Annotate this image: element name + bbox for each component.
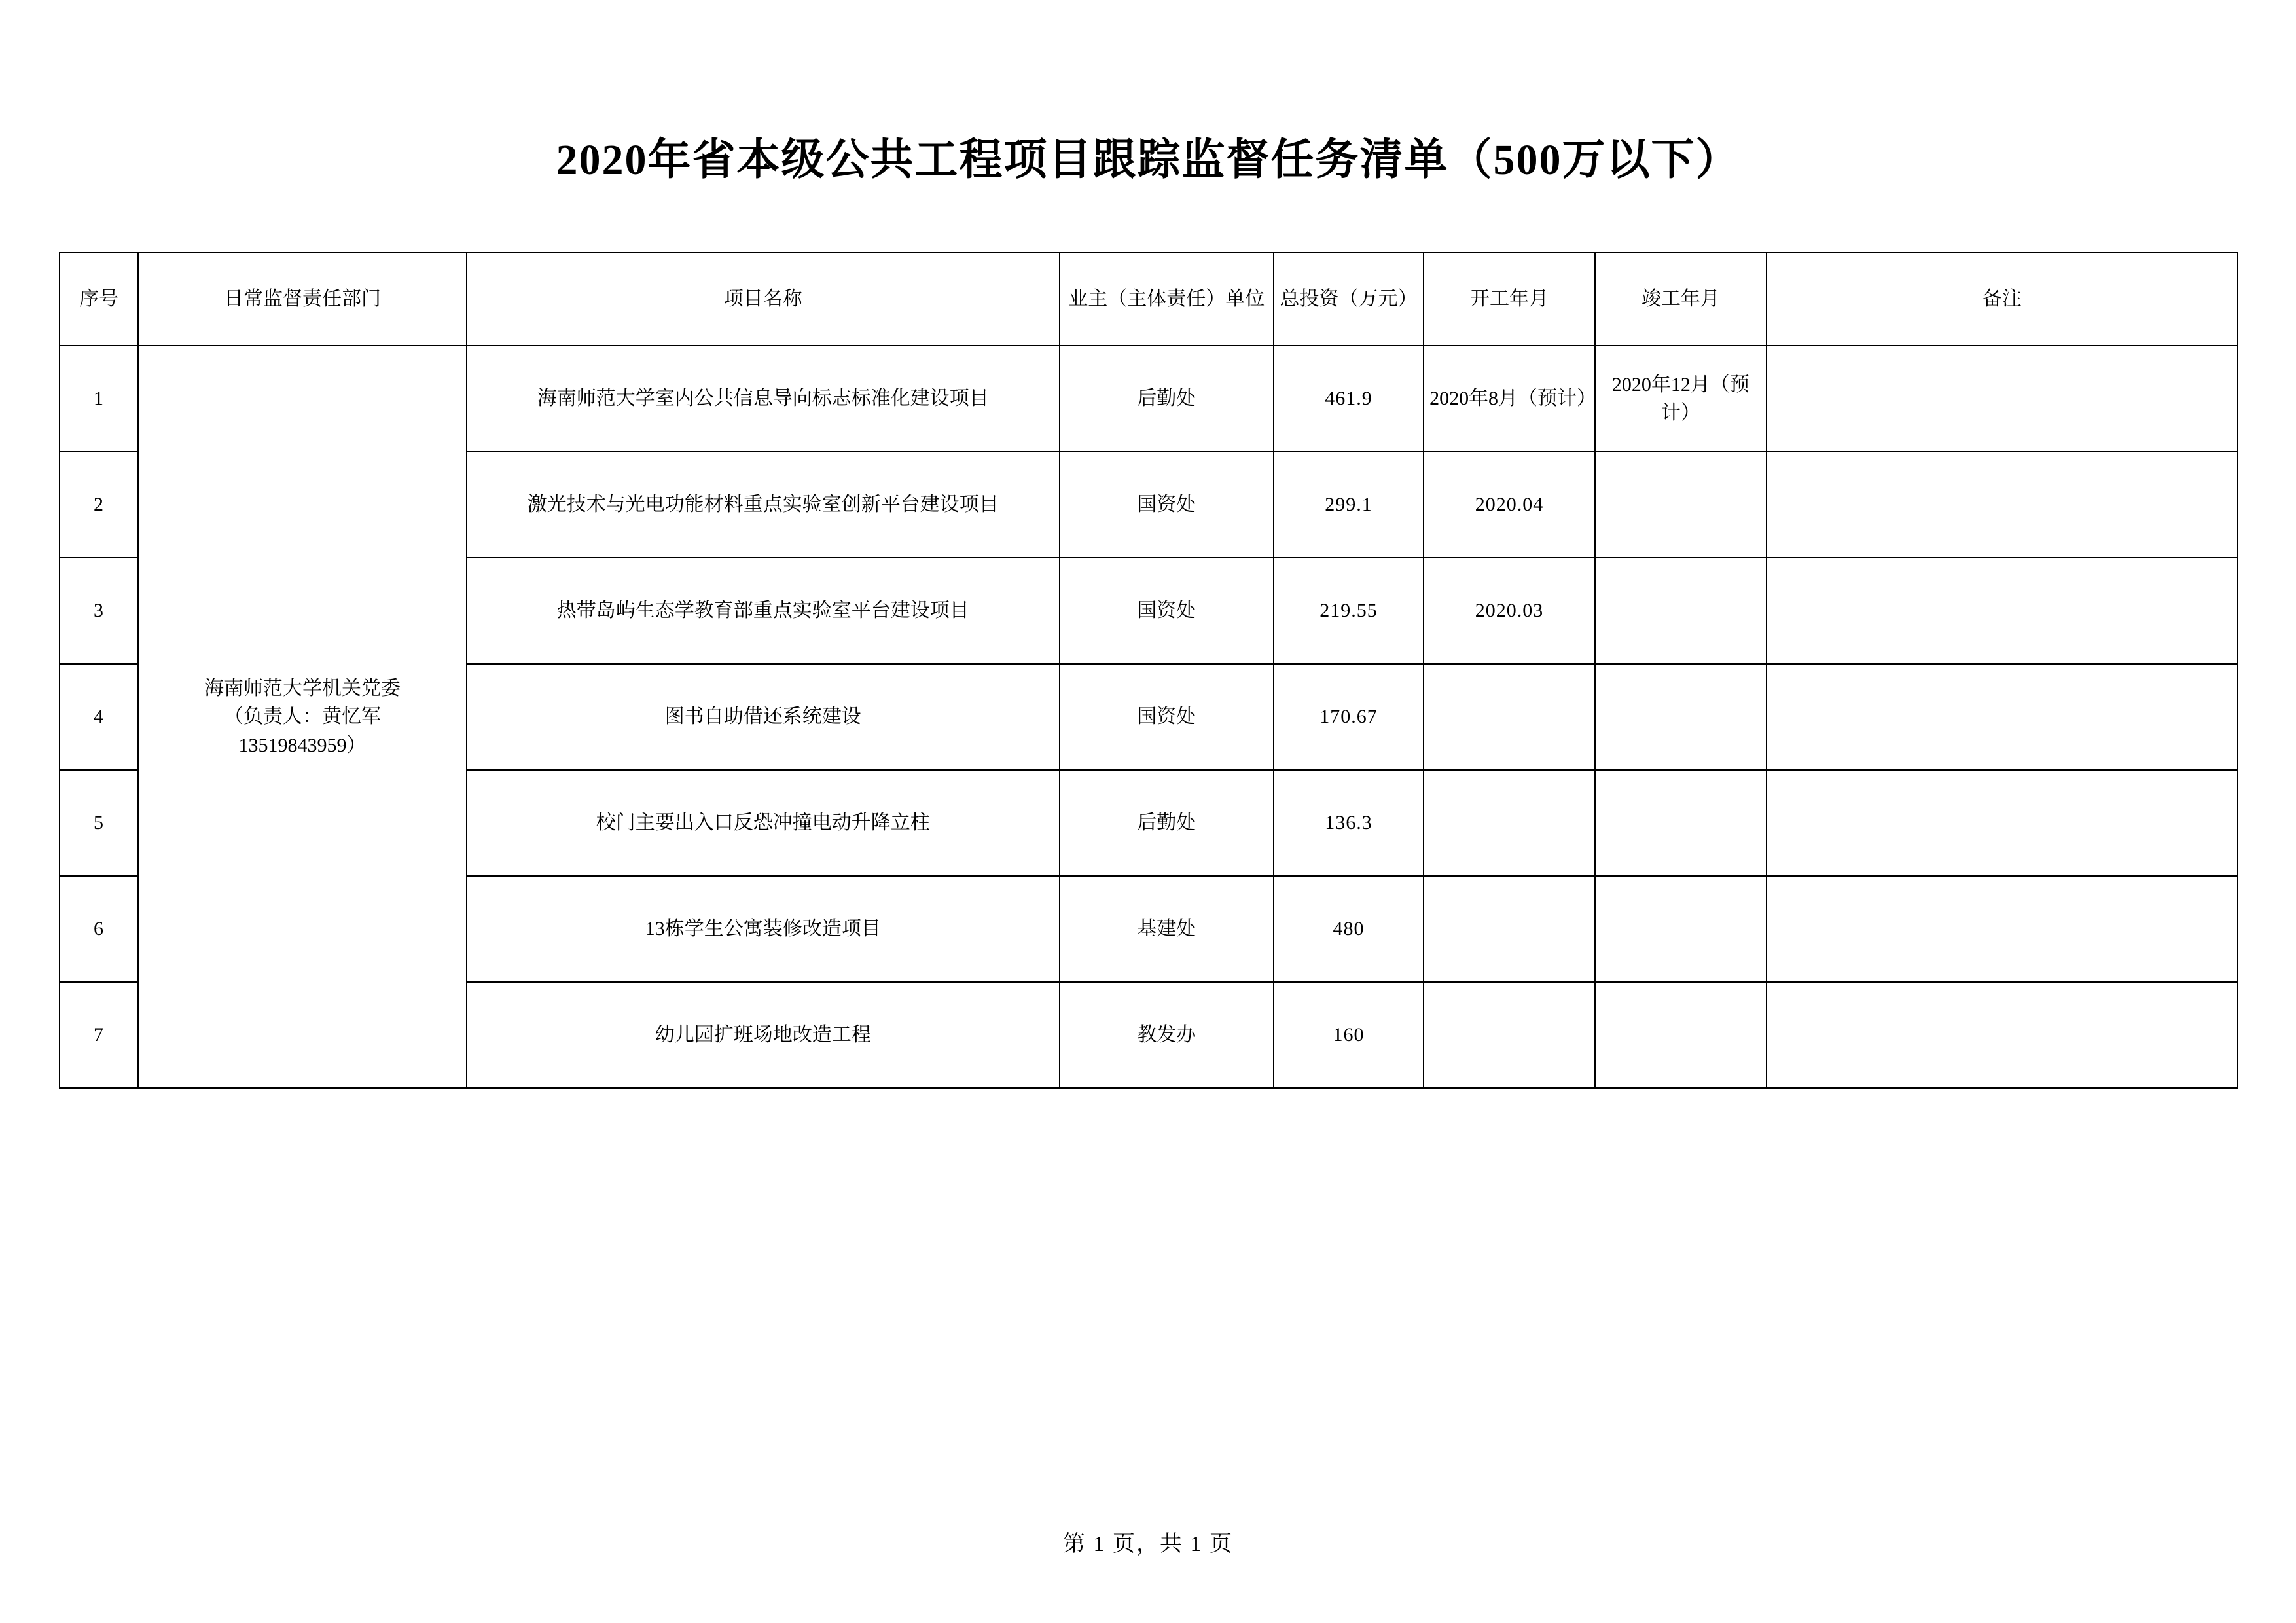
cell-remark xyxy=(1767,346,2238,452)
cell-finish xyxy=(1595,558,1767,664)
cell-start: 2020.04 xyxy=(1424,452,1595,558)
cell-remark xyxy=(1767,452,2238,558)
cell-start xyxy=(1424,876,1595,982)
cell-finish xyxy=(1595,770,1767,876)
column-header-invest: 总投资（万元） xyxy=(1274,253,1424,346)
cell-project: 海南师范大学室内公共信息导向标志标准化建设项目 xyxy=(467,346,1060,452)
cell-remark xyxy=(1767,982,2238,1088)
cell-owner: 教发办 xyxy=(1060,982,1274,1088)
column-header-finish: 竣工年月 xyxy=(1595,253,1767,346)
cell-seq: 3 xyxy=(60,558,138,664)
cell-owner: 后勤处 xyxy=(1060,770,1274,876)
column-header-seq: 序号 xyxy=(60,253,138,346)
cell-invest: 299.1 xyxy=(1274,452,1424,558)
cell-project: 校门主要出入口反恐冲撞电动升降立柱 xyxy=(467,770,1060,876)
cell-remark xyxy=(1767,558,2238,664)
cell-seq: 2 xyxy=(60,452,138,558)
table-row xyxy=(60,346,2238,452)
cell-start xyxy=(1424,770,1595,876)
cell-start xyxy=(1424,664,1595,770)
table-header-row xyxy=(60,253,2238,346)
cell-seq: 4 xyxy=(60,664,138,770)
column-header-start: 开工年月 xyxy=(1424,253,1595,346)
page-title: 2020年省本级公共工程项目跟踪监督任务清单（500万以下） xyxy=(556,136,1740,184)
cell-project: 激光技术与光电功能材料重点实验室创新平台建设项目 xyxy=(467,452,1060,558)
page-footer: 第 1 页，共 1 页 xyxy=(1063,1532,1233,1556)
cell-owner: 基建处 xyxy=(1060,876,1274,982)
cell-remark xyxy=(1767,876,2238,982)
cell-seq: 6 xyxy=(60,876,138,982)
column-header-project: 项目名称 xyxy=(467,253,1060,346)
cell-invest: 480 xyxy=(1274,876,1424,982)
cell-seq: 5 xyxy=(60,770,138,876)
cell-owner: 国资处 xyxy=(1060,664,1274,770)
department-name: 海南师范大学机关党委 xyxy=(204,677,401,699)
cell-invest: 219.55 xyxy=(1274,558,1424,664)
cell-project: 13栋学生公寓装修改造项目 xyxy=(467,876,1060,982)
cell-project: 热带岛屿生态学教育部重点实验室平台建设项目 xyxy=(467,558,1060,664)
cell-invest: 170.67 xyxy=(1274,664,1424,770)
cell-project: 图书自助借还系统建设 xyxy=(467,664,1060,770)
column-header-dept: 日常监督责任部门 xyxy=(138,253,467,346)
cell-invest: 160 xyxy=(1274,982,1424,1088)
cell-remark xyxy=(1767,770,2238,876)
cell-start xyxy=(1424,982,1595,1088)
department-phone: 13519843959） xyxy=(238,734,367,756)
cell-owner: 国资处 xyxy=(1060,558,1274,664)
cell-department xyxy=(138,346,467,1088)
department-contact: （负责人：黄忆军 xyxy=(223,706,381,728)
column-header-owner: 业主（主体责任）单位 xyxy=(1060,253,1274,346)
project-supervision-table xyxy=(59,252,2238,1089)
cell-project: 幼儿园扩班场地改造工程 xyxy=(467,982,1060,1088)
cell-start: 2020.03 xyxy=(1424,558,1595,664)
cell-invest: 461.9 xyxy=(1274,346,1424,452)
cell-seq: 7 xyxy=(60,982,138,1088)
cell-invest: 136.3 xyxy=(1274,770,1424,876)
cell-seq: 1 xyxy=(60,346,138,452)
cell-finish xyxy=(1595,876,1767,982)
cell-owner: 后勤处 xyxy=(1060,346,1274,452)
cell-finish xyxy=(1595,982,1767,1088)
cell-start: 2020年8月（预计） xyxy=(1424,346,1595,452)
cell-finish xyxy=(1595,452,1767,558)
cell-remark xyxy=(1767,664,2238,770)
column-header-remark: 备注 xyxy=(1767,253,2238,346)
cell-finish: 2020年12月（预计） xyxy=(1595,346,1767,452)
cell-finish xyxy=(1595,664,1767,770)
table-container xyxy=(0,252,2296,1089)
cell-owner: 国资处 xyxy=(1060,452,1274,558)
